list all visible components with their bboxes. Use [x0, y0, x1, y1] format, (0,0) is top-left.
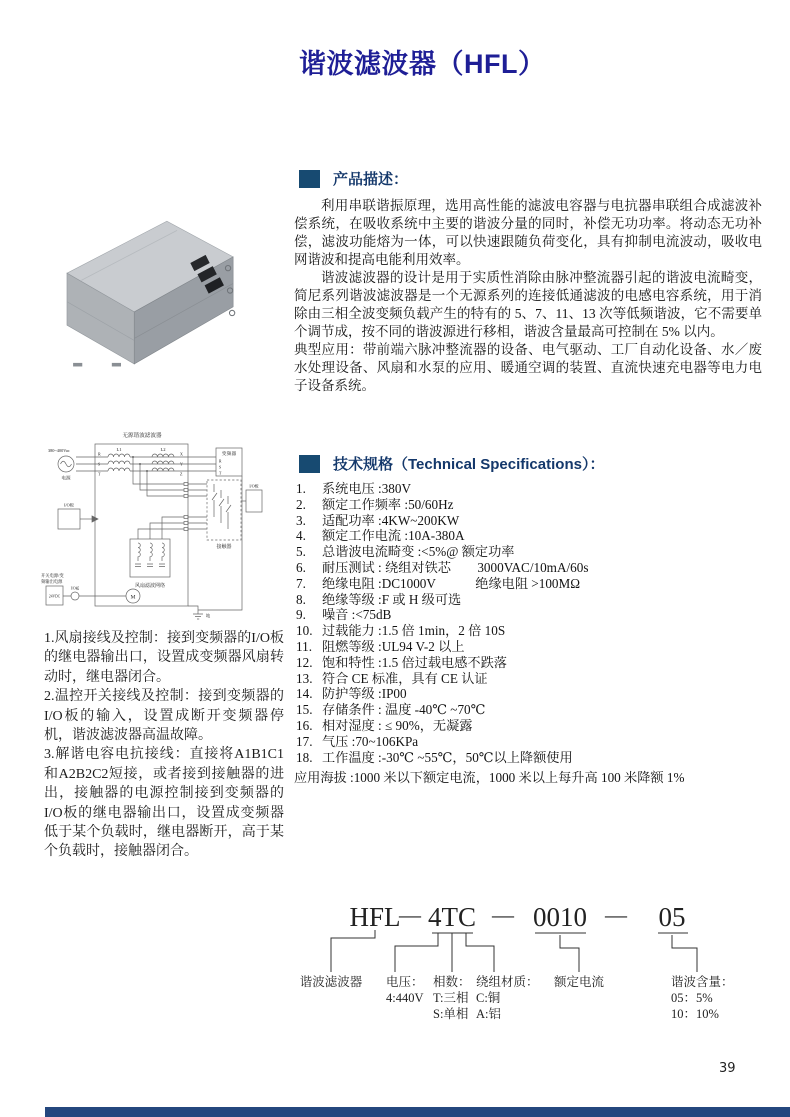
- spec-text: 系统电压 :380V: [322, 481, 412, 496]
- model-label-filter: 谐波滤波器: [299, 975, 363, 989]
- model-label-harmonic-option-10: 10：10%: [671, 1007, 719, 1021]
- spec-number: 18.: [296, 749, 313, 765]
- spec-number: 14.: [296, 686, 313, 702]
- diagram-motor-label: M: [130, 594, 136, 601]
- diagram-vfd-r: R: [219, 459, 222, 464]
- spec-text: 存储条件 : 温度 -40℃ ~70℃: [322, 702, 486, 718]
- spec-item: [296, 639, 768, 655]
- model-dash: —: [605, 902, 627, 927]
- installation-notes: [44, 629, 284, 862]
- model-label-winding-option-a: A:铝: [476, 1007, 502, 1021]
- model-number-drawing: [298, 888, 770, 1043]
- section-bullet-square: [299, 455, 320, 473]
- spec-item: [296, 734, 768, 750]
- diagram-terminal-y: Y: [180, 461, 183, 467]
- diagram-inductor-l2: L2: [160, 447, 166, 452]
- section-bullet-square: [299, 170, 320, 188]
- model-segment-current: 0010: [533, 902, 587, 932]
- spec-text: 额定工作频率 :50/60Hz: [322, 496, 454, 512]
- diagram-terminal-x: X: [180, 451, 183, 457]
- section-product-description: [299, 168, 408, 189]
- product-photo: [52, 210, 242, 368]
- model-label-voltage-option: 4:440V: [386, 991, 424, 1005]
- spec-text: 防护等级 :IP00: [322, 686, 407, 702]
- spec-text: 额定工作电流 :10A-380A: [322, 528, 465, 544]
- spec-number: 1.: [296, 481, 306, 496]
- model-number-legend: [298, 888, 770, 1043]
- application-altitude-note: 应用海拔 :1000 米以下额定电流，1000 米以上每升高 100 米降额 1%: [294, 770, 685, 785]
- spec-item: [296, 718, 768, 734]
- diagram-vfd-t: T: [219, 471, 222, 476]
- spec-text: 相对湿度 : ≤ 90%，无凝露: [322, 717, 473, 733]
- section-heading: 产品描述：: [333, 171, 409, 188]
- spec-number: 17.: [296, 733, 313, 749]
- spec-number: 6.: [296, 559, 306, 575]
- spec-number: 13.: [296, 670, 313, 686]
- spec-text: 总谐波电流畸变 :<5%@ 额定功率: [322, 544, 515, 560]
- model-label-voltage-title: 电压：: [386, 975, 424, 989]
- diagram-terminal-z: Z: [180, 471, 183, 477]
- diagram-terminal-t: T: [98, 471, 101, 477]
- model-label-phase-option-s: S:单相: [433, 1007, 469, 1021]
- section-heading: 技术规格（Technical Specifications）：: [333, 456, 605, 473]
- model-label-harmonic-title: 谐波含量：: [671, 975, 734, 989]
- model-label-winding-title: 绕组材质：: [476, 975, 539, 989]
- footer-bar: [45, 1107, 790, 1117]
- spec-list: [296, 481, 768, 765]
- description-paragraph-2: 谐波滤波器的设计是用于实质性消除由脉冲整流器引起的谐波电流畸变，简尼系列谐波滤波器是一个无源系列的连接低通滤波的电感电容系统，用于消除由三相全波变频负载产生的特有的 5、7、11、13 次等低频谐波，它不需要单个调节成，按不同的谐波源进行移相，谐波含量最高可控制在 5% 以内。: [294, 270, 762, 339]
- spec-item: [296, 607, 768, 623]
- diagram-terminal-r: R: [98, 451, 101, 457]
- product-photo-drawing: [52, 210, 242, 368]
- model-dash: —: [492, 902, 514, 927]
- model-label-phase-option-t: T:三相: [433, 991, 469, 1005]
- model-label-winding-option-c: C:铜: [476, 991, 501, 1005]
- spec-number: 7.: [296, 575, 306, 591]
- spec-text: 耐压测试 : 绕组对铁芯 3000VAC/10mA/60s: [322, 559, 589, 575]
- spec-item: [296, 528, 768, 544]
- model-segment-voltage-phase: 4TC: [427, 902, 477, 932]
- spec-text: 气压 :70~106KPa: [322, 733, 419, 749]
- spec-item: [296, 497, 768, 513]
- diagram-source-label: 电源: [61, 475, 71, 481]
- diagram-vfd-s: S: [219, 465, 222, 470]
- spec-text: 工作温度 :-30℃ ~55℃，50℃以上降额使用: [322, 749, 573, 765]
- page-title: 谐波滤波器（HFL）: [299, 49, 546, 79]
- diagram-ground-label: 地: [206, 613, 211, 618]
- spec-item: [296, 671, 768, 687]
- model-dash: —: [399, 902, 421, 927]
- spec-number: 12.: [296, 654, 313, 670]
- description-paragraphs: [294, 197, 762, 341]
- spec-number: 3.: [296, 512, 306, 528]
- spec-item: [296, 544, 768, 560]
- diagram-contactor-label: 接触器: [216, 545, 232, 550]
- spec-number: 16.: [296, 717, 313, 733]
- wiring-diagram-drawing: [30, 424, 278, 630]
- spec-text: 适配功率 :4KW~200KW: [322, 512, 460, 528]
- spec-number: 10.: [296, 623, 313, 639]
- spec-text: 绝缘电阻 :DC1000V 绝缘电阻 >100MΩ: [322, 575, 581, 591]
- spec-number: 8.: [296, 591, 306, 607]
- diagram-fan-network-label: 风扇滤波网络: [134, 584, 166, 589]
- wiring-diagram: [30, 424, 278, 630]
- diagram-terminal-s: S: [98, 461, 101, 467]
- model-label-rated-current: 额定电流: [553, 975, 605, 989]
- spec-number: 11.: [296, 638, 312, 654]
- spec-text: 过载能力 :1.5 倍 1min，2 倍 10S: [322, 623, 506, 639]
- typical-application-text: 典型应用：带前端六脉冲整流器的设备、电气驱动、工厂自动化设备、水／废水处理设备、风扇和水泵的应用、暖通空调的装置、直流快速充电器等电力电子设备系统。: [294, 342, 762, 393]
- spec-item: [296, 576, 768, 592]
- spec-item: [296, 750, 768, 766]
- description-paragraph-1: 利用串联谐振原理，选用高性能的滤波电容器与电抗器串联组合成滤波补偿系统，在吸收系统中主要的谐波分量的同时，补偿无功功率。将动态无功补偿，滤波功能熔为一体，可以快速跟随负荷变化，具有抑制电流波动，吸收电网谐波和提高电能利用效率。: [294, 198, 762, 267]
- spec-number: 5.: [296, 544, 306, 560]
- diagram-inductor-l1: L1: [116, 447, 122, 452]
- page-number: 39: [719, 1061, 736, 1076]
- diagram-io-board-right: I/O板: [249, 483, 259, 489]
- spec-item: [296, 560, 768, 576]
- spec-number: 2.: [296, 496, 306, 512]
- note-thermal-switch: 2.温控开关接线及控制：接到变频器的I/O板的输入，设置成断开变频器停机，谐波滤波器高温故障。: [44, 689, 284, 744]
- spec-number: 4.: [296, 528, 306, 544]
- spec-text: 阻燃等级 :UL94 V-2 以上: [322, 638, 465, 654]
- spec-item: [296, 592, 768, 608]
- spec-text: 符合 CE 标准，具有 CE 认证: [322, 670, 488, 686]
- spec-item: [296, 513, 768, 529]
- diagram-title: 无源谐波滤波器: [122, 433, 162, 439]
- spec-text: 绝缘等级 :F 或 H 级可选: [322, 591, 462, 607]
- note-fan-wiring: 1.风扇接线及控制：接到变频器的I/O板的继电器输出口，设置成变频器风扇转动时，继电器闭合。: [44, 631, 284, 685]
- spec-text: 噪音 :<75dB: [322, 607, 392, 623]
- section-technical-specifications: [299, 453, 604, 474]
- diagram-psu-label-2: 频输出电源: [41, 579, 63, 584]
- diagram-vfd-label: 变频器: [221, 452, 237, 457]
- spec-item: [296, 623, 768, 639]
- spec-item: [296, 655, 768, 671]
- diagram-io-board-bottom: I/O板: [70, 586, 80, 591]
- spec-number: 9.: [296, 607, 306, 623]
- diagram-source-voltage: 380~400Vac: [48, 448, 70, 453]
- note-detuning-capacitor: 3.解谐电容电抗接线：直接将A1B1C1和A2B2C2短接，或者接到接触器的进出，接触器的电源控制接到变频器的I/O板的继电器输出口，设置成变频器低于某个负载时，继电器断开，高于某个负载时，接触器闭合。: [44, 747, 284, 860]
- spec-number: 15.: [296, 702, 313, 718]
- model-label-harmonic-option-05: 05：5%: [671, 991, 713, 1005]
- model-segment-harmonic: 05: [658, 902, 686, 932]
- spec-item: [296, 686, 768, 702]
- spec-item: [296, 481, 768, 497]
- spec-item: [296, 702, 768, 718]
- model-label-phase-title: 相数：: [433, 975, 471, 989]
- diagram-io-board-left: I/O板: [64, 502, 74, 508]
- diagram-psu-label-1: 开关电源/变: [41, 573, 64, 578]
- model-segment-series: HFL: [349, 902, 401, 932]
- spec-text: 饱和特性 :1.5 倍过载电感不跌落: [322, 654, 507, 670]
- typical-application: [294, 341, 762, 395]
- diagram-psu-value: 24VDC: [48, 594, 61, 599]
